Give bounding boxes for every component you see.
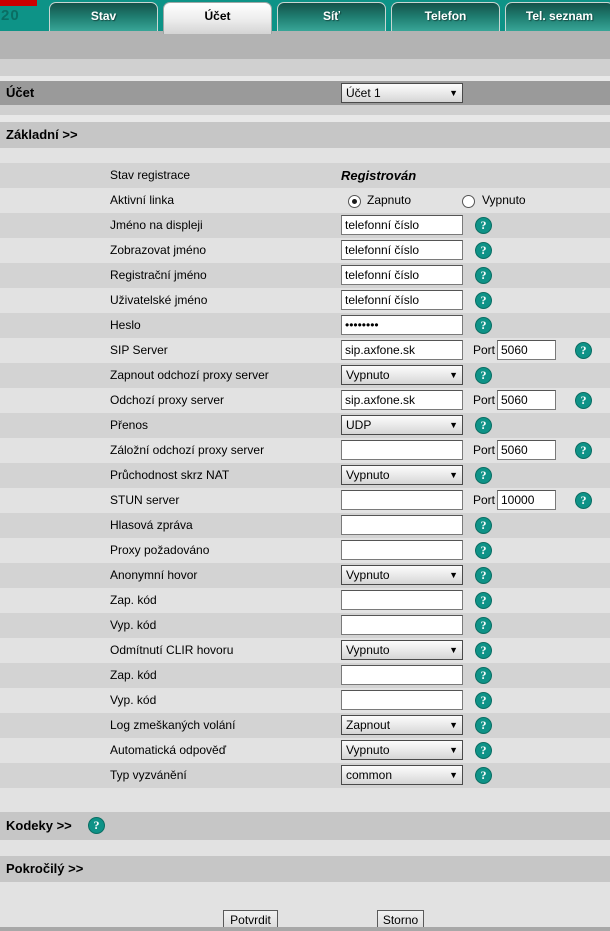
password-label: Heslo [110,318,141,332]
show-name-help-icon[interactable]: ? [475,242,492,259]
chevron-down-icon: ▼ [449,570,458,580]
outbound-proxy-server-label: Odchozí proxy server [110,393,225,407]
form-row-anonymous-off-code [0,613,610,638]
stun-server-label: STUN server [110,493,180,507]
register-name-label: Registrační jméno [110,268,207,282]
ring-type-select-value: common [346,768,393,782]
sip-server-port-label: Port [473,343,496,357]
form-row-ring-type [0,763,610,788]
account-select[interactable] [341,83,463,103]
active-line-radio-group [341,188,571,213]
sip-server-help-icon[interactable]: ? [575,342,592,359]
reject-clir-call-select-value: Vypnuto [346,643,390,657]
footer [0,882,610,931]
user-name-input[interactable] [341,290,463,310]
outbound-proxy-enable-help-icon[interactable]: ? [475,367,492,384]
anonymous-off-code-input[interactable] [341,615,463,635]
stun-server-input[interactable] [341,490,463,510]
section-advanced[interactable] [0,856,610,882]
registration-status-value: Registrován [341,168,417,183]
nat-traversal-label: Průchodnost skrz NAT [110,468,230,482]
registration-status-label: Stav registrace [110,168,191,182]
active-line-radio-on[interactable] [348,195,361,208]
clir-off-code-label: Vyp. kód [110,693,157,707]
bottom-strip [0,927,610,931]
auto-answer-select[interactable] [341,740,463,760]
codecs-help-icon[interactable]: ? [88,817,105,834]
form-row-auto-answer [0,738,610,763]
backup-outbound-proxy-server-port-label: Port [473,443,496,457]
anonymous-on-code-label: Zap. kód [110,593,157,607]
form-row-outbound-proxy-server [0,388,610,413]
outbound-proxy-enable-label: Zapnout odchozí proxy server [110,368,269,382]
form-row-nat-traversal [0,463,610,488]
sip-server-port-input[interactable] [497,340,556,360]
form-row-password [0,313,610,338]
anonymous-call-help-icon[interactable]: ? [475,567,492,584]
red-corner-bar [0,0,37,6]
cancel-button[interactable]: Storno [377,910,424,929]
password-input[interactable] [341,315,463,335]
form-row-clir-on-code [0,663,610,688]
form-row-sip-server [0,338,610,363]
anonymous-off-code-label: Vyp. kód [110,618,157,632]
nat-traversal-select[interactable] [341,465,463,485]
voice-mail-help-icon[interactable]: ? [475,517,492,534]
ring-type-label: Typ vyzvánění [110,768,187,782]
confirm-button[interactable]: Potvrdit [223,910,278,929]
tab-s[interactable]: Síť [277,2,386,31]
display-name-input[interactable] [341,215,463,235]
user-name-help-icon[interactable]: ? [475,292,492,309]
user-name-label: Uživatelské jméno [110,293,208,307]
header-band [0,31,610,59]
top-header [0,0,610,31]
form-row-missed-call-log [0,713,610,738]
outbound-proxy-server-port-label: Port [473,393,496,407]
backup-outbound-proxy-server-port-input[interactable] [497,440,556,460]
form-row-anonymous-on-code [0,588,610,613]
stun-server-port-label: Port [473,493,496,507]
clir-on-code-help-icon[interactable]: ? [475,667,492,684]
anonymous-on-code-help-icon[interactable]: ? [475,592,492,609]
reject-clir-call-label: Odmítnutí CLIR hovoru [110,643,234,657]
missed-call-log-label: Log zmeškaných volání [110,718,236,732]
spacer-band [0,788,610,812]
outbound-proxy-enable-select[interactable] [341,365,463,385]
section-codecs[interactable] [0,812,610,840]
form-row-register-name [0,263,610,288]
tab-et[interactable]: Účet [163,2,272,34]
chevron-down-icon: ▼ [449,470,458,480]
form-row-voice-mail [0,513,610,538]
show-name-label: Zobrazovat jméno [110,243,207,257]
clir-off-code-help-icon[interactable]: ? [475,692,492,709]
password-help-icon[interactable]: ? [475,317,492,334]
anonymous-on-code-input[interactable] [341,590,463,610]
chevron-down-icon: ▼ [449,745,458,755]
form-rows [0,163,610,788]
proxy-require-help-icon[interactable]: ? [475,542,492,559]
reject-clir-call-select[interactable] [341,640,463,660]
form-row-show-name [0,238,610,263]
active-line-label: Aktivní linka [110,193,175,207]
tab-telefon[interactable]: Telefon [391,2,500,31]
spacer-band [0,148,610,163]
account-select-value: Účet 1 [346,86,381,100]
missed-call-log-help-icon[interactable]: ? [475,717,492,734]
form-row-active-line [0,188,610,213]
register-name-help-icon[interactable]: ? [475,267,492,284]
section-basic[interactable] [0,122,610,148]
chevron-down-icon: ▼ [449,720,458,730]
tab-tel-seznam[interactable]: Tel. seznam [505,2,610,31]
nat-traversal-select-value: Vypnuto [346,468,390,482]
backup-outbound-proxy-server-label: Záložní odchozí proxy server [110,443,265,457]
sip-server-label: SIP Server [110,343,168,357]
anonymous-call-select-value: Vypnuto [346,568,390,582]
spacer-band [0,840,610,856]
account-selector-row [0,81,610,105]
spacer-band [0,105,610,115]
form-row-reject-clir-call [0,638,610,663]
outbound-proxy-server-port-input[interactable] [497,390,556,410]
reject-clir-call-help-icon[interactable]: ? [475,642,492,659]
clir-on-code-input[interactable] [341,665,463,685]
transport-label: Přenos [110,418,149,432]
section-codecs-title: Kodeky >> [6,818,72,833]
form-row-stun-server [0,488,610,513]
form-row-anonymous-call [0,563,610,588]
tab-stav[interactable]: Stav [49,2,158,31]
form-row-outbound-proxy-enable [0,363,610,388]
chevron-down-icon: ▼ [449,88,458,98]
display-name-label: Jméno na displeji [110,218,203,232]
ring-type-help-icon[interactable]: ? [475,767,492,784]
missed-call-log-select-value: Zapnout [346,718,391,732]
stun-server-port-input[interactable] [497,490,556,510]
form-row-backup-outbound-proxy-server [0,438,610,463]
proxy-require-input[interactable] [341,540,463,560]
show-name-input[interactable] [341,240,463,260]
proxy-require-label: Proxy požadováno [110,543,210,557]
missed-call-log-select[interactable] [341,715,463,735]
sip-server-input[interactable] [341,340,463,360]
chevron-down-icon: ▼ [449,420,458,430]
voice-mail-label: Hlasová zpráva [110,518,193,532]
active-line-radio-on-label[interactable]: Zapnuto [367,193,412,207]
form-row-registration-status [0,163,610,188]
outbound-proxy-server-input[interactable] [341,390,463,410]
transport-help-icon[interactable]: ? [475,417,492,434]
clir-off-code-input[interactable] [341,690,463,710]
chevron-down-icon: ▼ [449,370,458,380]
transport-select[interactable] [341,415,463,435]
auto-answer-label: Automatická odpověď [110,743,227,757]
form-row-display-name [0,213,610,238]
logo-text: 20 [1,7,20,24]
backup-outbound-proxy-server-help-icon[interactable]: ? [575,442,592,459]
backup-outbound-proxy-server-input[interactable] [341,440,463,460]
ring-type-select[interactable] [341,765,463,785]
active-line-radio-off[interactable] [462,195,475,208]
anonymous-off-code-help-icon[interactable]: ? [475,617,492,634]
form-row-proxy-require [0,538,610,563]
transport-select-value: UDP [346,418,372,432]
voice-mail-input[interactable] [341,515,463,535]
active-line-radio-off-label[interactable]: Vypnuto [482,193,526,207]
chevron-down-icon: ▼ [449,770,458,780]
chevron-down-icon: ▼ [449,645,458,655]
section-basic-title: Základní >> [6,127,78,142]
auto-answer-help-icon[interactable]: ? [475,742,492,759]
header-subband [0,59,610,76]
account-label: Účet [6,85,35,100]
tab-bar [49,2,610,34]
auto-answer-select-value: Vypnuto [346,743,390,757]
spacer-band [0,115,610,122]
anonymous-call-select[interactable] [341,565,463,585]
stun-server-help-icon[interactable]: ? [575,492,592,509]
clir-on-code-label: Zap. kód [110,668,157,682]
form-row-clir-off-code [0,688,610,713]
outbound-proxy-server-help-icon[interactable]: ? [575,392,592,409]
form-row-user-name [0,288,610,313]
display-name-help-icon[interactable]: ? [475,217,492,234]
nat-traversal-help-icon[interactable]: ? [475,467,492,484]
outbound-proxy-enable-select-value: Vypnuto [346,368,390,382]
anonymous-call-label: Anonymní hovor [110,568,198,582]
form-row-transport [0,413,610,438]
section-advanced-title: Pokročilý >> [6,861,84,876]
register-name-input[interactable] [341,265,463,285]
